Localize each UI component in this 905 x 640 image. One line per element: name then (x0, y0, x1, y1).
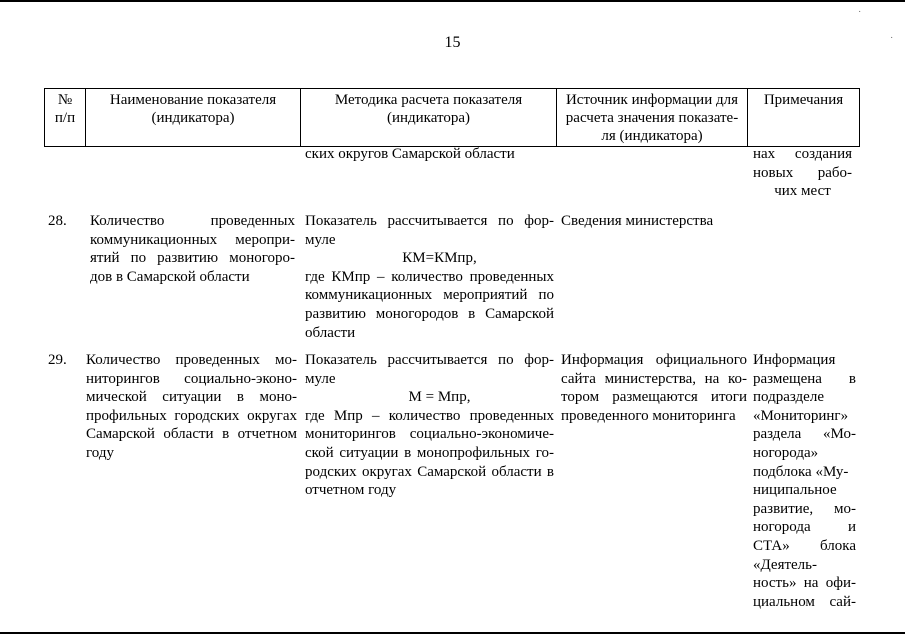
row29-name: Количество проведенных мо- ниторингов социально-эконо- мической ситуации в моно- профильных городских округах Самарской области в отчетном году (86, 352, 297, 461)
page-number: 15 (444, 34, 461, 51)
row28-number: 28. (48, 213, 67, 229)
continuation-method: ских округов Самарской области (305, 146, 515, 162)
row28-name: Количество проведенных коммуникационных меропри- ятий по развитию моногоро- дов в Самарской области (90, 213, 295, 285)
header-method: Методика расчета показателя (индикатора) (334, 92, 523, 126)
continuation-notes: нах создания новых рабо- чих мест (753, 146, 852, 200)
header-indicator-name: Наименование показателя (индикатора) (109, 92, 277, 126)
row28-method: Показатель рассчитывается по фор- муле КМ=КМпр, где КМпр – количество проведенных коммуникационных мероприятий по развитию моногородов в Самарской области (305, 213, 554, 341)
header-source: Источник информации для расчета значения показате- ля (индикатора) (565, 92, 739, 144)
row29-source: Информация официального сайта министерства, на ко- тором размещаются итоги проведенного мониторинга (561, 352, 747, 424)
row28-source: Сведения министерства (561, 213, 714, 229)
scan-mark: ˙ (890, 36, 894, 47)
row29-method: Показатель рассчитывается по фор- муле М = Мпр, где Мпр – количество проведенных мониторингов социально-экономиче- ской ситуации в монопрофильных го- родских округах Самарской области в отчетном году (305, 352, 554, 499)
row29-formula: М = Мпр, (408, 389, 471, 406)
page-top-border (0, 0, 905, 2)
header-number: № п/п (54, 92, 76, 126)
row29-notes: Информация размещена в подразделе «Мониторинг» раздела «Мо- ногорода» подблока «Му- ниципальное развитие, мо- ногорода и СТА» блока «Деятель- ность» на офи- циальном сай- (753, 352, 856, 610)
page-bottom-border (0, 632, 905, 634)
row28-formula: КМ=КМпр, (402, 250, 477, 267)
header-notes: Примечания (763, 92, 844, 108)
scan-mark: ˙ (858, 10, 862, 21)
row29-number: 29. (48, 352, 67, 368)
